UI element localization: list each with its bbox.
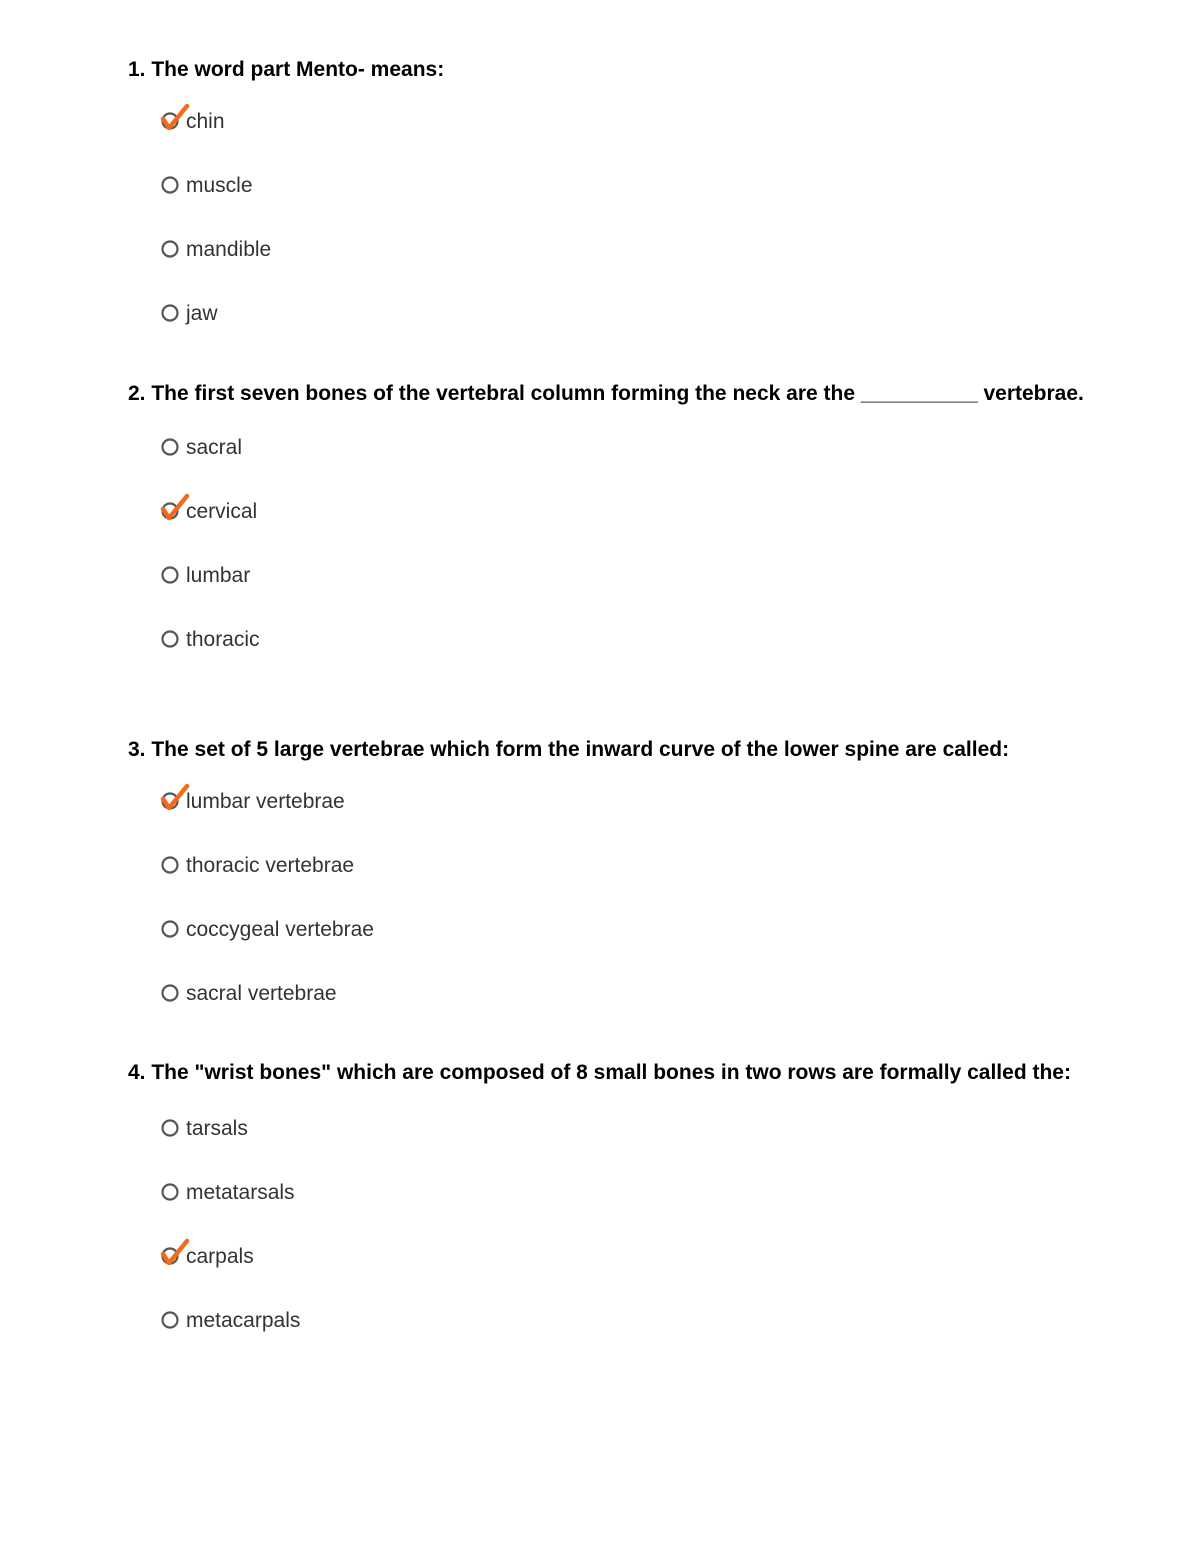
option-label: thoracic vertebrae <box>186 854 355 877</box>
question-4-option-d[interactable] <box>128 1307 1088 1371</box>
question-2-option-c[interactable] <box>128 562 1088 626</box>
option-label: chin <box>186 110 225 133</box>
question-4-text: 4. The "wrist bones" which are composed of 8 small bones in two rows are formally called the: <box>128 1061 1071 1084</box>
option-label: thoracic <box>186 628 260 651</box>
question-3-option-d[interactable] <box>128 980 1088 1044</box>
orange-checkmark-icon[interactable] <box>161 110 185 134</box>
option-label: coccygeal vertebrae <box>186 918 374 941</box>
question-3-options <box>128 788 1088 1044</box>
question-3 <box>128 734 1088 1044</box>
question-4-option-a[interactable] <box>128 1115 1088 1179</box>
radio-button-icon[interactable] <box>161 564 185 588</box>
question-1-text: 1. The word part Mento- means: <box>128 58 445 81</box>
radio-button-icon[interactable] <box>161 302 185 326</box>
question-4 <box>128 1057 1088 1371</box>
question-2-option-b[interactable] <box>128 498 1088 562</box>
orange-checkmark-icon[interactable] <box>161 1245 185 1269</box>
radio-button-icon[interactable] <box>161 982 185 1006</box>
option-label: tarsals <box>186 1117 248 1140</box>
radio-button-icon[interactable] <box>161 628 185 652</box>
option-label: muscle <box>186 174 253 197</box>
orange-checkmark-icon[interactable] <box>161 790 185 814</box>
option-label: metatarsals <box>186 1181 295 1204</box>
question-2-options <box>128 434 1088 690</box>
question-3-text: 3. The set of 5 large vertebrae which form the inward curve of the lower spine are called: <box>128 738 1010 761</box>
question-3-option-b[interactable] <box>128 852 1088 916</box>
question-1-option-b[interactable] <box>128 172 1088 236</box>
option-label: sacral <box>186 436 243 459</box>
option-label: carpals <box>186 1245 254 1268</box>
orange-checkmark-icon[interactable] <box>161 500 185 524</box>
radio-button-icon[interactable] <box>161 1117 185 1141</box>
question-2-option-a[interactable] <box>128 434 1088 498</box>
question-1-option-c[interactable] <box>128 236 1088 300</box>
option-label: mandible <box>186 238 272 261</box>
question-1-option-a[interactable] <box>128 108 1088 172</box>
radio-button-icon[interactable] <box>161 1309 185 1333</box>
question-4-option-b[interactable] <box>128 1179 1088 1243</box>
question-2-text: 2. The first seven bones of the vertebral column forming the neck are the __________ vertebrae. <box>128 382 1084 405</box>
radio-button-icon[interactable] <box>161 174 185 198</box>
radio-button-icon[interactable] <box>161 1181 185 1205</box>
radio-button-icon[interactable] <box>161 436 185 460</box>
radio-button-icon[interactable] <box>161 918 185 942</box>
option-label: sacral vertebrae <box>186 982 337 1005</box>
option-label: cervical <box>186 500 258 523</box>
radio-button-icon[interactable] <box>161 238 185 262</box>
option-label: jaw <box>186 302 218 325</box>
question-4-option-c[interactable] <box>128 1243 1088 1307</box>
option-label: metacarpals <box>186 1309 301 1332</box>
question-1-option-d[interactable] <box>128 300 1088 364</box>
radio-button-icon[interactable] <box>161 854 185 878</box>
question-3-option-a[interactable] <box>128 788 1088 852</box>
question-4-options <box>128 1115 1088 1371</box>
question-2 <box>128 378 1088 690</box>
option-label: lumbar <box>186 564 251 587</box>
question-1-options <box>128 108 1088 364</box>
option-label: lumbar vertebrae <box>186 790 345 813</box>
question-1 <box>128 54 1088 364</box>
question-2-option-d[interactable] <box>128 626 1088 690</box>
question-3-option-c[interactable] <box>128 916 1088 980</box>
